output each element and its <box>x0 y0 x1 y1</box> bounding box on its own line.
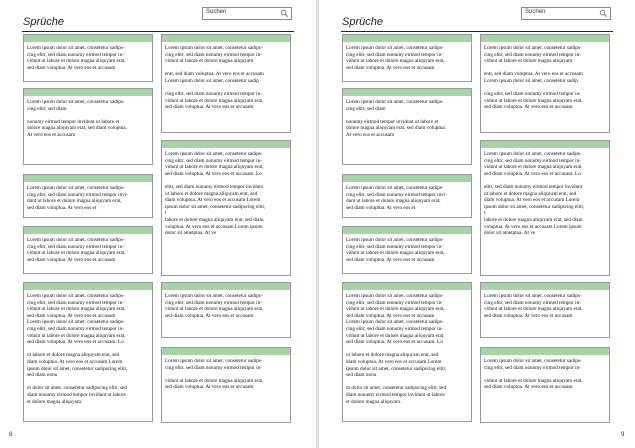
quote-card[interactable] <box>480 282 610 338</box>
quote-text: Lorem ipsum dolor sit amet, consetetur sadips- cing elitr, sed diam nonumy eirmod tempor in- vidunt ut labore et dolore magna aliquyam erat, sed diam voluptua. At vero eos et accusam <box>27 45 126 71</box>
quote-text: Lorem ipsum dolor sit amet, consetetur sadips- cing elitr, sed diam nonumy eirmod tempor in- vidunt ut labore et dolore magna aliquyam erat, sed diam voluptua. At vero eos et accusam. Lo elitr, sed diam nonumy eirmod tempor invidunt ut labore et dolore magna aliquyam erat, sed diam voluptua. At vero eos et accusam Lorem ipsum dolor sit amet, consetetur sadipscing elitr, t labore et dolore magna aliquyam erat, sed diam voluptua. At vero eos et accusam Lorem ipsum dolor sit ametptua. At ve <box>484 151 585 237</box>
quote-card[interactable] <box>23 282 153 422</box>
quote-text: Lorem ipsum dolor sit amet, consetetur sadips- cing elitr, sed diam nonumy eirmod tempor in- vidunt ut labore et dolore magna aliquyam erat, sed diam voluptua. At vero eos et accusam Lorem ipsum dolor sit amet, consetetur sadips- cing elitr, sed diam nonumy eirmod tempor in- vidunt ut labore et dolore magna aliquyam erat, sed diam voluptua. At vero eos et accusam. Lo ut labore et dolore magna aliquyam erat, sed diam voluptua. At vero eos et accusam Lorem ipsum dolor sit amet, consetetur sadipscing elitr, sed diam nonu m dolor sit amet, consetetur sadipscing elitr, sed diam nonumy eirmod tempor invidunt ut labore et dolore magna aliquyam. <box>27 293 128 405</box>
quote-text: Lorem ipsum dolor sit amet, consetetur sadips- cing elitr, sed diam nonumy eirmod tempor in- vidunt ut labore et dolore magna aliquyam erat, sed diam voluptua. At vero eos et accusam <box>346 45 445 71</box>
quote-text: Lorem ipsum dolor sit amet, consetetur sadips- cing elitr, sed diam nonumy eirmod tempor in- vidunt ut labore et dolore magna aliquyam erat, sed diam voluptua. At vero eos et accusam <box>484 358 583 391</box>
page-title: Sprüche <box>23 16 64 28</box>
card-header <box>24 175 152 182</box>
quote-card[interactable] <box>342 174 472 218</box>
page-left <box>0 0 316 448</box>
card-header <box>24 283 152 290</box>
card-header <box>24 35 152 42</box>
quote-card[interactable] <box>342 282 472 422</box>
card-header <box>481 348 609 355</box>
quote-card[interactable] <box>23 88 153 165</box>
search-input[interactable]: Suchen <box>206 9 227 15</box>
card-header <box>162 35 290 42</box>
quote-card[interactable] <box>480 347 610 423</box>
quote-text: Lorem ipsum dolor sit amet, consetetur sadips- cing elitr, sed diam nonumy eirmod tempor in- vidunt ut labore et dolore magna aliquyam erat, sed diam voluptua. At vero eos et accusam Lorem ipsum dolor sit amet, consetetur sadips- cing elitr, sed diam nonumy eirmod tempor in- vidunt ut labore et dolore magna aliquyam erat, sed diam voluptua. At vero eos et accusam. Lo ut labore et dolore magna aliquyam erat, sed diam voluptua. At vero eos et accusam Lorem ipsum dolor sit amet, consetetur sadipscing elitr, sed diam nonu m dolor sit amet, consetetur sadipscing elitr, sed diam nonumy eirmod tempor invidunt ut labore et dolore magna aliquyam. <box>346 293 447 405</box>
card-header <box>162 283 290 290</box>
quote-text: Lorem ipsum dolor sit amet, consetetur sadips- cing elitr, sed diam nonumy eirmod tempor invi- dunt ut labore et dolore magna aliquyam erat, sed diam voluptua. At vero eos et <box>346 185 447 211</box>
search-icon[interactable] <box>280 9 289 18</box>
page-number: 8 <box>9 432 13 438</box>
quote-text: Lorem ipsum dolor sit amet, consetetur sadips- cing elitr, sed diam nonumy eirmod tempor invidunt ut labore et dolore magna aliquyam erat, sed diam voluptua. At vero eos et accusam <box>27 99 127 138</box>
card-header <box>162 141 290 148</box>
quote-card[interactable] <box>342 88 472 165</box>
search-icon[interactable] <box>599 9 608 18</box>
quote-card[interactable] <box>161 34 291 133</box>
quote-card[interactable] <box>342 226 472 274</box>
card-header <box>162 348 290 355</box>
search-box[interactable] <box>202 7 292 20</box>
card-header <box>481 35 609 42</box>
page-number: 9 <box>621 432 625 438</box>
quote-text: Lorem ipsum dolor sit amet, consetetur sadips- cing elitr, sed diam nonumy eirmod tempor in- vidunt ut labore et dolore magna aliquyam erat, sed diam voluptua. At vero eos et accusam <box>346 237 445 263</box>
card-header <box>24 227 152 234</box>
quote-card[interactable] <box>161 140 291 276</box>
card-header <box>343 283 471 290</box>
quote-text: Lorem ipsum dolor sit amet, consetetur sadips- cing elitr, sed diam nonumy eirmod tempor in- vidunt ut labore et dolore magna aliquyam erat, sed diam voluptua. At vero eos et accusam Lorem ipsum dolor sit amet, consetetur sadip cing elitr, sed diam nonumy eirmod tempor in- vidunt ut labore et dolore magna aliquyam erat, sed diam voluptua. At vero eos et accusam <box>165 45 264 111</box>
page-right <box>319 0 635 448</box>
page-title: Sprüche <box>342 16 383 28</box>
search-box[interactable] <box>521 7 611 20</box>
quote-card[interactable] <box>480 140 610 276</box>
search-input[interactable]: Suchen <box>525 9 546 15</box>
card-header <box>343 35 471 42</box>
quote-card[interactable] <box>23 174 153 218</box>
quote-text: Lorem ipsum dolor sit amet, consetetur sadips- cing elitr, sed diam nonumy eirmod tempor in- vidunt ut labore et dolore magna aliquyam erat, sed diam voluptua. At vero eos et accusam <box>484 293 583 319</box>
card-header <box>343 175 471 182</box>
quote-text: Lorem ipsum dolor sit amet, consetetur sadips- cing elitr, sed diam nonumy eirmod tempor in- vidunt ut labore et dolore magna aliquyam erat, sed diam voluptua. At vero eos et accusam Lorem ipsum dolor sit amet, consetetur sadip cing elitr, sed diam nonumy eirmod tempor in- vidunt ut labore et dolore magna aliquyam erat, sed diam voluptua. At vero eos et accusam <box>484 45 583 111</box>
quote-card[interactable] <box>161 282 291 338</box>
quote-card[interactable] <box>480 34 610 133</box>
quote-card[interactable] <box>342 34 472 82</box>
quote-text: Lorem ipsum dolor sit amet, consetetur sadips- cing elitr, sed diam nonumy eirmod tempor in- vidunt ut labore et dolore magna aliquyam erat, sed diam voluptua. At vero eos et accusam <box>165 358 264 391</box>
card-header <box>24 89 152 96</box>
quote-card[interactable] <box>23 34 153 82</box>
quote-card[interactable] <box>161 347 291 423</box>
card-header <box>481 141 609 148</box>
card-header <box>343 227 471 234</box>
card-header <box>481 283 609 290</box>
quote-text: Lorem ipsum dolor sit amet, consetetur sadips- cing elitr, sed diam nonumy eirmod tempor in- vidunt ut labore et dolore magna aliquyam erat, sed diam voluptua. At vero eos et accusam. Lo elitr, sed diam nonumy eirmod tempor invidunt ut labore et dolore magna aliquyam erat, sed diam voluptua. At vero eos et accusam Lorem ipsum dolor sit amet, consetetur sadipscing elitr, t labore et dolore magna aliquyam erat, sed diam voluptua. At vero eos et accusam Lorem ipsum dolor sit ametptua. At ve <box>165 151 266 237</box>
page-header <box>341 9 613 32</box>
card-header <box>343 89 471 96</box>
quote-text: Lorem ipsum dolor sit amet, consetetur sadips- cing elitr, sed diam nonumy eirmod tempor invidunt ut labore et dolore magna aliquyam erat, sed diam voluptua. At vero eos et accusam <box>346 99 446 138</box>
quote-text: Lorem ipsum dolor sit amet, consetetur sadips- cing elitr, sed diam nonumy eirmod tempor invi- dunt ut labore et dolore magna aliquyam erat, sed diam voluptua. At vero eos et <box>27 185 128 211</box>
quote-card[interactable] <box>23 226 153 274</box>
quote-text: Lorem ipsum dolor sit amet, consetetur sadips- cing elitr, sed diam nonumy eirmod tempor in- vidunt ut labore et dolore magna aliquyam erat, sed diam voluptua. At vero eos et accusam <box>27 237 126 263</box>
page-header <box>22 9 294 32</box>
quote-text: Lorem ipsum dolor sit amet, consetetur sadips- cing elitr, sed diam nonumy eirmod tempor in- vidunt ut labore et dolore magna aliquyam erat, sed diam voluptua. At vero eos et accusam <box>165 293 264 319</box>
